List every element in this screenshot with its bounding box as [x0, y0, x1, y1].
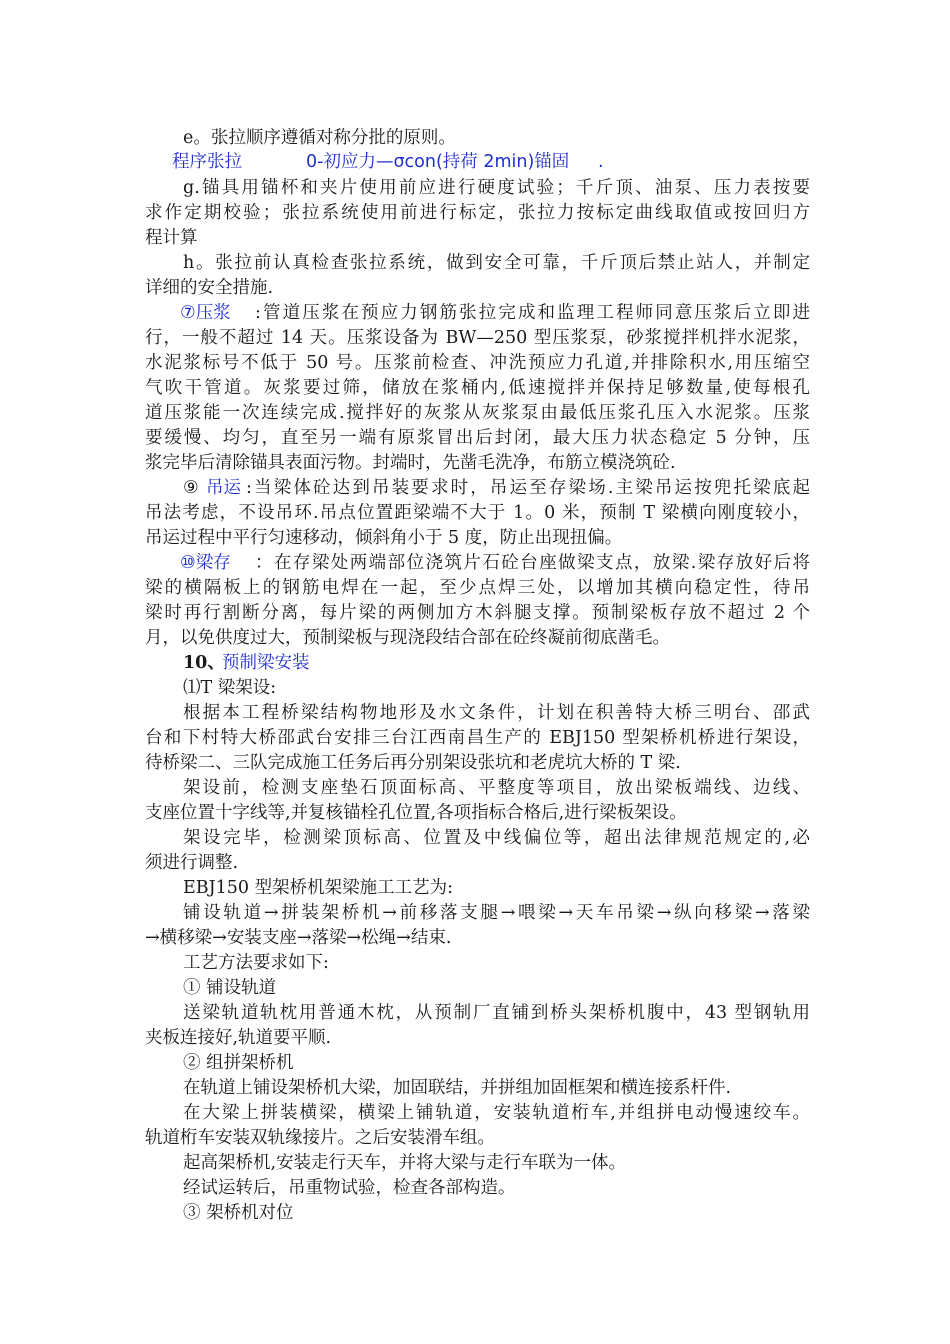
step-1-line-2: 夹板连接好,轨道要平顺.: [145, 1028, 332, 1048]
t-beam-heading: ⑴T 梁架设:: [183, 678, 277, 698]
item-f-label: 程序张拉: [172, 152, 242, 172]
grouting-line-4: 气吹干管道。灰浆要过筛，储放在浆桶内,低速搅拌并保持足够数量,使每根孔: [145, 378, 810, 398]
grouting-line-2: 行，一般不超过 14 天。压浆设备为 BW—250 型压浆泵，砂浆搅拌机拌水泥浆，: [145, 328, 810, 348]
section-10-title: 预制梁安装: [222, 653, 310, 673]
after-erection-line-2: 须进行调整.: [145, 853, 239, 873]
storage-heading: ⑩梁存: [180, 553, 231, 573]
storage-line-3: 梁时再行割断分离，每片梁的两侧加方木斜腿支撑。预制梁板存放不超过 2 个: [145, 603, 810, 623]
item-g-line-2: 求作定期校验；张拉系统使用前进行标定，张拉力按标定曲线取值或按回归方: [145, 203, 810, 223]
section-10-number: 10、: [183, 653, 225, 673]
process-flow-line-1: 铺设轨道→拼装架桥机→前移落支腿→喂梁→天车吊梁→纵向移梁→落梁: [183, 903, 810, 923]
t-beam-line-1: 根据本工程桥梁结构物地形及水文条件，计划在积善特大桥三明台、邵武: [183, 703, 810, 723]
item-h-line-1: h。张拉前认真检查张拉系统，做到安全可靠，千斤顶后禁止站人，并制定: [183, 253, 810, 273]
grouting-line-7: 浆完毕后清除锚具表面污物。封端时，先凿毛洗净，布筋立模浇筑砼.: [145, 453, 676, 473]
step-2-line-4: 起高架桥机,安装走行天车，并将大梁与走行车联为一体。: [183, 1153, 627, 1173]
item-f-end: .: [598, 152, 604, 172]
method-intro: 工艺方法要求如下:: [183, 953, 329, 973]
t-beam-line-2: 台和下村特大桥邵武台安排三台江西南昌生产的 EBJ150 型架桥机桥进行架设，: [145, 728, 810, 748]
item-h-line-2: 详细的安全措施.: [145, 278, 274, 298]
process-intro: EBJ150 型架桥机架梁施工工艺为:: [183, 878, 454, 898]
storage-line-4: 月，以免供度过大，预制梁板与现浇段结合部在砼终凝前彻底凿毛。: [145, 628, 670, 648]
item-g-line-1: g.锚具用锚杯和夹片使用前应进行硬度试验；千斤顶、油泵、压力表按要: [183, 178, 810, 198]
grouting-line-6: 要缓慢、均匀，直至另一端有原浆冒出后封闭，最大压力状态稳定 5 分钟，压: [145, 428, 810, 448]
step-2-line-2: 在大梁上拼装横梁，横梁上铺轨道，安装轨道桁车,并组拼电动慢速绞车。: [183, 1103, 810, 1123]
step-2-line-5: 经试运转后，吊重物试验，检查各部构造。: [183, 1178, 516, 1198]
storage-line-1: ：在存梁处两端部位浇筑片石砼台座做梁支点，放梁.梁存放好后将: [255, 553, 810, 573]
item-f-formula: 0-初应力—σcon(持荷 2min)锚固: [306, 152, 570, 172]
step-2-line-1: 在轨道上铺设架桥机大梁，加固联结，并拼组加固框架和横连接系杆件.: [183, 1078, 732, 1098]
lifting-line-1: :当梁体砼达到吊装要求时，吊运至存梁场.主梁吊运按兜托梁底起: [246, 478, 810, 498]
lifting-line-3: 吊运过程中平行匀速移动，倾斜角小于 5 度，防止出现扭偏。: [145, 528, 623, 548]
grouting-line-1: :管道压浆在预应力钢筋张拉完成和监理工程师同意压浆后立即进: [255, 303, 810, 323]
t-beam-line-3: 待桥梁二、三队完成施工任务后再分别架设张坑和老虎坑大桥的 T 梁.: [145, 753, 681, 773]
grouting-heading: ⑦压浆: [180, 303, 231, 323]
before-erection-line-1: 架设前，检测支座垫石顶面标高、平整度等项目，放出梁板端线、边线、: [183, 778, 810, 798]
before-erection-line-2: 支座位置十字线等,并复核锚栓孔位置,各项指标合格后,进行梁板架设。: [145, 803, 687, 823]
step-1-heading: ① 铺设轨道: [183, 978, 277, 998]
grouting-line-3: 水泥浆标号不低于 50 号。压浆前检查、冲洗预应力孔道,并排除积水,用压缩空: [145, 353, 810, 373]
step-2-line-3: 轨道桁车安装双轨缘接片。之后安装滑车组。: [145, 1128, 495, 1148]
lifting-number: ⑨: [183, 478, 199, 498]
after-erection-line-1: 架设完毕，检测梁顶标高、位置及中线偏位等，超出法律规范规定的,必: [183, 828, 810, 848]
lifting-heading: 吊运: [206, 478, 241, 498]
lifting-line-2: 吊法考虑，不设吊环.吊点位置距梁端不大于 1。0 米，预制 T 梁横向刚度较小，: [145, 503, 810, 523]
item-e: e。张拉顺序遵循对称分批的原则。: [183, 128, 456, 148]
process-flow-line-2: →横移梁→安装支座→落梁→松绳→结束.: [145, 928, 452, 948]
storage-line-2: 梁的横隔板上的钢筋电焊在一起，至少点焊三处，以增加其横向稳定性，待吊: [145, 578, 810, 598]
item-g-line-3: 程计算: [145, 228, 198, 248]
step-3-heading: ③ 架桥机对位: [183, 1203, 294, 1223]
step-1-line-1: 送梁轨道轨枕用普通木枕，从预制厂直铺到桥头架桥机腹中，43 型钢轨用: [183, 1003, 810, 1023]
grouting-line-5: 道压浆能一次连续完成.搅拌好的灰浆从灰浆泵由最低压浆孔压入水泥浆。压浆: [145, 403, 810, 423]
step-2-heading: ② 组拼架桥机: [183, 1053, 294, 1073]
